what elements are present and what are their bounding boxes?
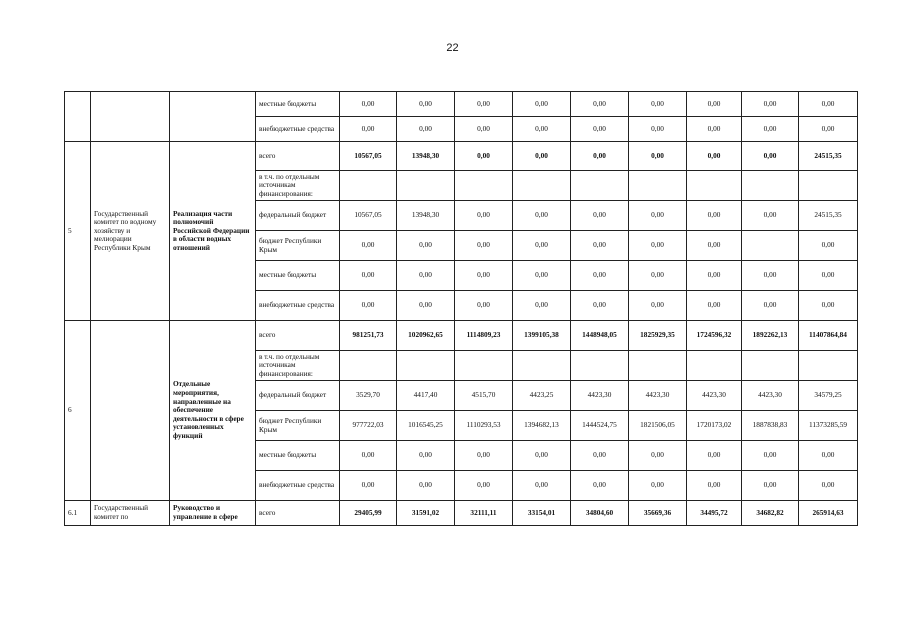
value-cell: 11373285,59: [799, 411, 858, 441]
value-cell: 1114809,23: [455, 321, 513, 351]
row-code-cell: 6.1: [65, 501, 91, 526]
value-cell: 0,00: [629, 142, 687, 171]
value-cell: 0,00: [513, 261, 571, 291]
value-cell: 24515,35: [799, 201, 858, 231]
value-cell: 4515,70: [455, 381, 513, 411]
row-code-cell: [65, 92, 91, 142]
program-cell: [170, 92, 256, 142]
value-cell: 0,00: [455, 231, 513, 261]
value-cell: 0,00: [571, 231, 629, 261]
value-cell: 0,00: [513, 92, 571, 117]
value-cell: 3529,70: [340, 381, 397, 411]
value-cell: 34495,72: [687, 501, 742, 526]
program-cell: Реализация части полномочий Российской Федерации в области водных отношений: [170, 142, 256, 321]
value-cell: [799, 351, 858, 381]
value-cell: 4423,30: [742, 381, 799, 411]
value-cell: [397, 171, 455, 201]
value-cell: 0,00: [513, 201, 571, 231]
value-cell: 1448948,05: [571, 321, 629, 351]
org-cell: [91, 92, 170, 142]
value-cell: 0,00: [629, 291, 687, 321]
value-cell: 0,00: [687, 261, 742, 291]
value-cell: 4423,30: [687, 381, 742, 411]
budget-table: [64, 91, 858, 526]
value-cell: 0,00: [799, 471, 858, 501]
value-cell: 0,00: [629, 117, 687, 142]
value-cell: 0,00: [397, 471, 455, 501]
funding-source-cell: внебюджетные средства: [256, 291, 340, 321]
value-cell: 0,00: [571, 261, 629, 291]
value-cell: 0,00: [340, 92, 397, 117]
value-cell: 34804,60: [571, 501, 629, 526]
funding-source-cell: в т.ч. по отдельным источникам финансирования:: [256, 351, 340, 381]
value-cell: 0,00: [571, 117, 629, 142]
value-cell: [340, 351, 397, 381]
value-cell: [629, 351, 687, 381]
value-cell: 0,00: [455, 471, 513, 501]
value-cell: 0,00: [571, 471, 629, 501]
value-cell: 0,00: [742, 261, 799, 291]
value-cell: 4417,40: [397, 381, 455, 411]
value-cell: 0,00: [513, 471, 571, 501]
value-cell: 10567,05: [340, 142, 397, 171]
value-cell: 0,00: [629, 261, 687, 291]
value-cell: 0,00: [397, 231, 455, 261]
value-cell: 0,00: [799, 261, 858, 291]
value-cell: 24515,35: [799, 142, 858, 171]
program-cell: Руководство и управление в сфере: [170, 501, 256, 526]
value-cell: 0,00: [742, 142, 799, 171]
value-cell: 0,00: [687, 291, 742, 321]
row-code-cell: 5: [65, 142, 91, 321]
value-cell: 0,00: [397, 92, 455, 117]
funding-source-cell: всего: [256, 501, 340, 526]
funding-source-cell: местные бюджеты: [256, 261, 340, 291]
value-cell: 1825929,35: [629, 321, 687, 351]
value-cell: 4423,30: [629, 381, 687, 411]
value-cell: 0,00: [340, 231, 397, 261]
value-cell: 1821506,05: [629, 411, 687, 441]
funding-source-cell: внебюджетные средства: [256, 471, 340, 501]
value-cell: 10567,05: [340, 201, 397, 231]
value-cell: 1110293,53: [455, 411, 513, 441]
value-cell: 34682,82: [742, 501, 799, 526]
value-cell: 0,00: [571, 441, 629, 471]
funding-source-cell: бюджет Республики Крым: [256, 411, 340, 441]
value-cell: 0,00: [687, 441, 742, 471]
value-cell: 1444524,75: [571, 411, 629, 441]
value-cell: 0,00: [397, 441, 455, 471]
funding-source-cell: внебюджетные средства: [256, 117, 340, 142]
value-cell: 11407864,84: [799, 321, 858, 351]
value-cell: 0,00: [571, 92, 629, 117]
value-cell: [455, 171, 513, 201]
value-cell: [513, 171, 571, 201]
value-cell: 1892262,13: [742, 321, 799, 351]
value-cell: 0,00: [571, 291, 629, 321]
row-code-cell: 6: [65, 321, 91, 501]
value-cell: 35669,36: [629, 501, 687, 526]
value-cell: 0,00: [629, 471, 687, 501]
value-cell: 0,00: [687, 231, 742, 261]
value-cell: [629, 171, 687, 201]
value-cell: 0,00: [455, 142, 513, 171]
funding-source-cell: всего: [256, 142, 340, 171]
value-cell: 0,00: [799, 231, 858, 261]
value-cell: 0,00: [455, 92, 513, 117]
value-cell: 0,00: [687, 117, 742, 142]
table-row: [65, 92, 858, 117]
org-cell: Государственный комитет по: [91, 501, 170, 526]
value-cell: 0,00: [687, 92, 742, 117]
value-cell: 0,00: [571, 201, 629, 231]
value-cell: 0,00: [687, 142, 742, 171]
value-cell: 0,00: [742, 92, 799, 117]
value-cell: 1016545,25: [397, 411, 455, 441]
value-cell: [742, 351, 799, 381]
value-cell: 0,00: [629, 441, 687, 471]
funding-source-cell: местные бюджеты: [256, 441, 340, 471]
value-cell: 0,00: [397, 117, 455, 142]
value-cell: 0,00: [742, 201, 799, 231]
value-cell: 0,00: [455, 291, 513, 321]
value-cell: 0,00: [340, 117, 397, 142]
value-cell: 33154,01: [513, 501, 571, 526]
value-cell: 0,00: [629, 92, 687, 117]
funding-source-cell: местные бюджеты: [256, 92, 340, 117]
budget-table-body: [65, 92, 858, 526]
org-cell: [91, 321, 170, 501]
value-cell: 0,00: [455, 441, 513, 471]
value-cell: 1720173,02: [687, 411, 742, 441]
value-cell: 0,00: [340, 441, 397, 471]
value-cell: [571, 171, 629, 201]
value-cell: 29405,99: [340, 501, 397, 526]
value-cell: [397, 351, 455, 381]
value-cell: 981251,73: [340, 321, 397, 351]
value-cell: 0,00: [455, 201, 513, 231]
value-cell: 0,00: [571, 142, 629, 171]
value-cell: 0,00: [513, 291, 571, 321]
value-cell: 34579,25: [799, 381, 858, 411]
table-row: [65, 501, 858, 526]
value-cell: 0,00: [742, 291, 799, 321]
value-cell: 0,00: [513, 142, 571, 171]
value-cell: 1887838,83: [742, 411, 799, 441]
value-cell: 0,00: [513, 231, 571, 261]
org-cell: Государственный комитет по водному хозяйству и мелиорации Республики Крым: [91, 142, 170, 321]
value-cell: [799, 171, 858, 201]
funding-source-cell: в т.ч. по отдельным источникам финансирования:: [256, 171, 340, 201]
page-number: 22: [446, 42, 459, 54]
program-cell: Отдельные мероприятия, направленные на обеспечение деятельности в сфере установленных функций: [170, 321, 256, 501]
value-cell: 0,00: [340, 471, 397, 501]
value-cell: [340, 171, 397, 201]
value-cell: 0,00: [455, 117, 513, 142]
value-cell: [513, 351, 571, 381]
value-cell: 1020962,65: [397, 321, 455, 351]
table-row: [65, 142, 858, 171]
value-cell: 1724596,32: [687, 321, 742, 351]
value-cell: 0,00: [397, 261, 455, 291]
value-cell: [687, 171, 742, 201]
value-cell: 0,00: [742, 117, 799, 142]
value-cell: [742, 171, 799, 201]
value-cell: 0,00: [629, 231, 687, 261]
value-cell: 977722,03: [340, 411, 397, 441]
funding-source-cell: федеральный бюджет: [256, 381, 340, 411]
value-cell: [455, 351, 513, 381]
funding-source-cell: бюджет Республики Крым: [256, 231, 340, 261]
value-cell: 0,00: [340, 291, 397, 321]
value-cell: 0,00: [513, 117, 571, 142]
value-cell: 0,00: [799, 441, 858, 471]
value-cell: 0,00: [397, 291, 455, 321]
value-cell: 0,00: [799, 117, 858, 142]
value-cell: 0,00: [742, 471, 799, 501]
value-cell: 0,00: [340, 261, 397, 291]
value-cell: 0,00: [742, 441, 799, 471]
value-cell: 0,00: [687, 201, 742, 231]
value-cell: 32111,11: [455, 501, 513, 526]
value-cell: [571, 351, 629, 381]
value-cell: 31591,02: [397, 501, 455, 526]
value-cell: 0,00: [799, 291, 858, 321]
value-cell: 265914,63: [799, 501, 858, 526]
funding-source-cell: федеральный бюджет: [256, 201, 340, 231]
table-row: [65, 321, 858, 351]
funding-source-cell: всего: [256, 321, 340, 351]
value-cell: 1394682,13: [513, 411, 571, 441]
value-cell: 1399105,38: [513, 321, 571, 351]
value-cell: 0,00: [513, 441, 571, 471]
value-cell: 13948,30: [397, 142, 455, 171]
value-cell: 13948,30: [397, 201, 455, 231]
value-cell: 0,00: [629, 201, 687, 231]
value-cell: [742, 231, 799, 261]
value-cell: [687, 351, 742, 381]
value-cell: 4423,30: [571, 381, 629, 411]
value-cell: 4423,25: [513, 381, 571, 411]
value-cell: 0,00: [687, 471, 742, 501]
value-cell: 0,00: [799, 92, 858, 117]
value-cell: 0,00: [455, 261, 513, 291]
